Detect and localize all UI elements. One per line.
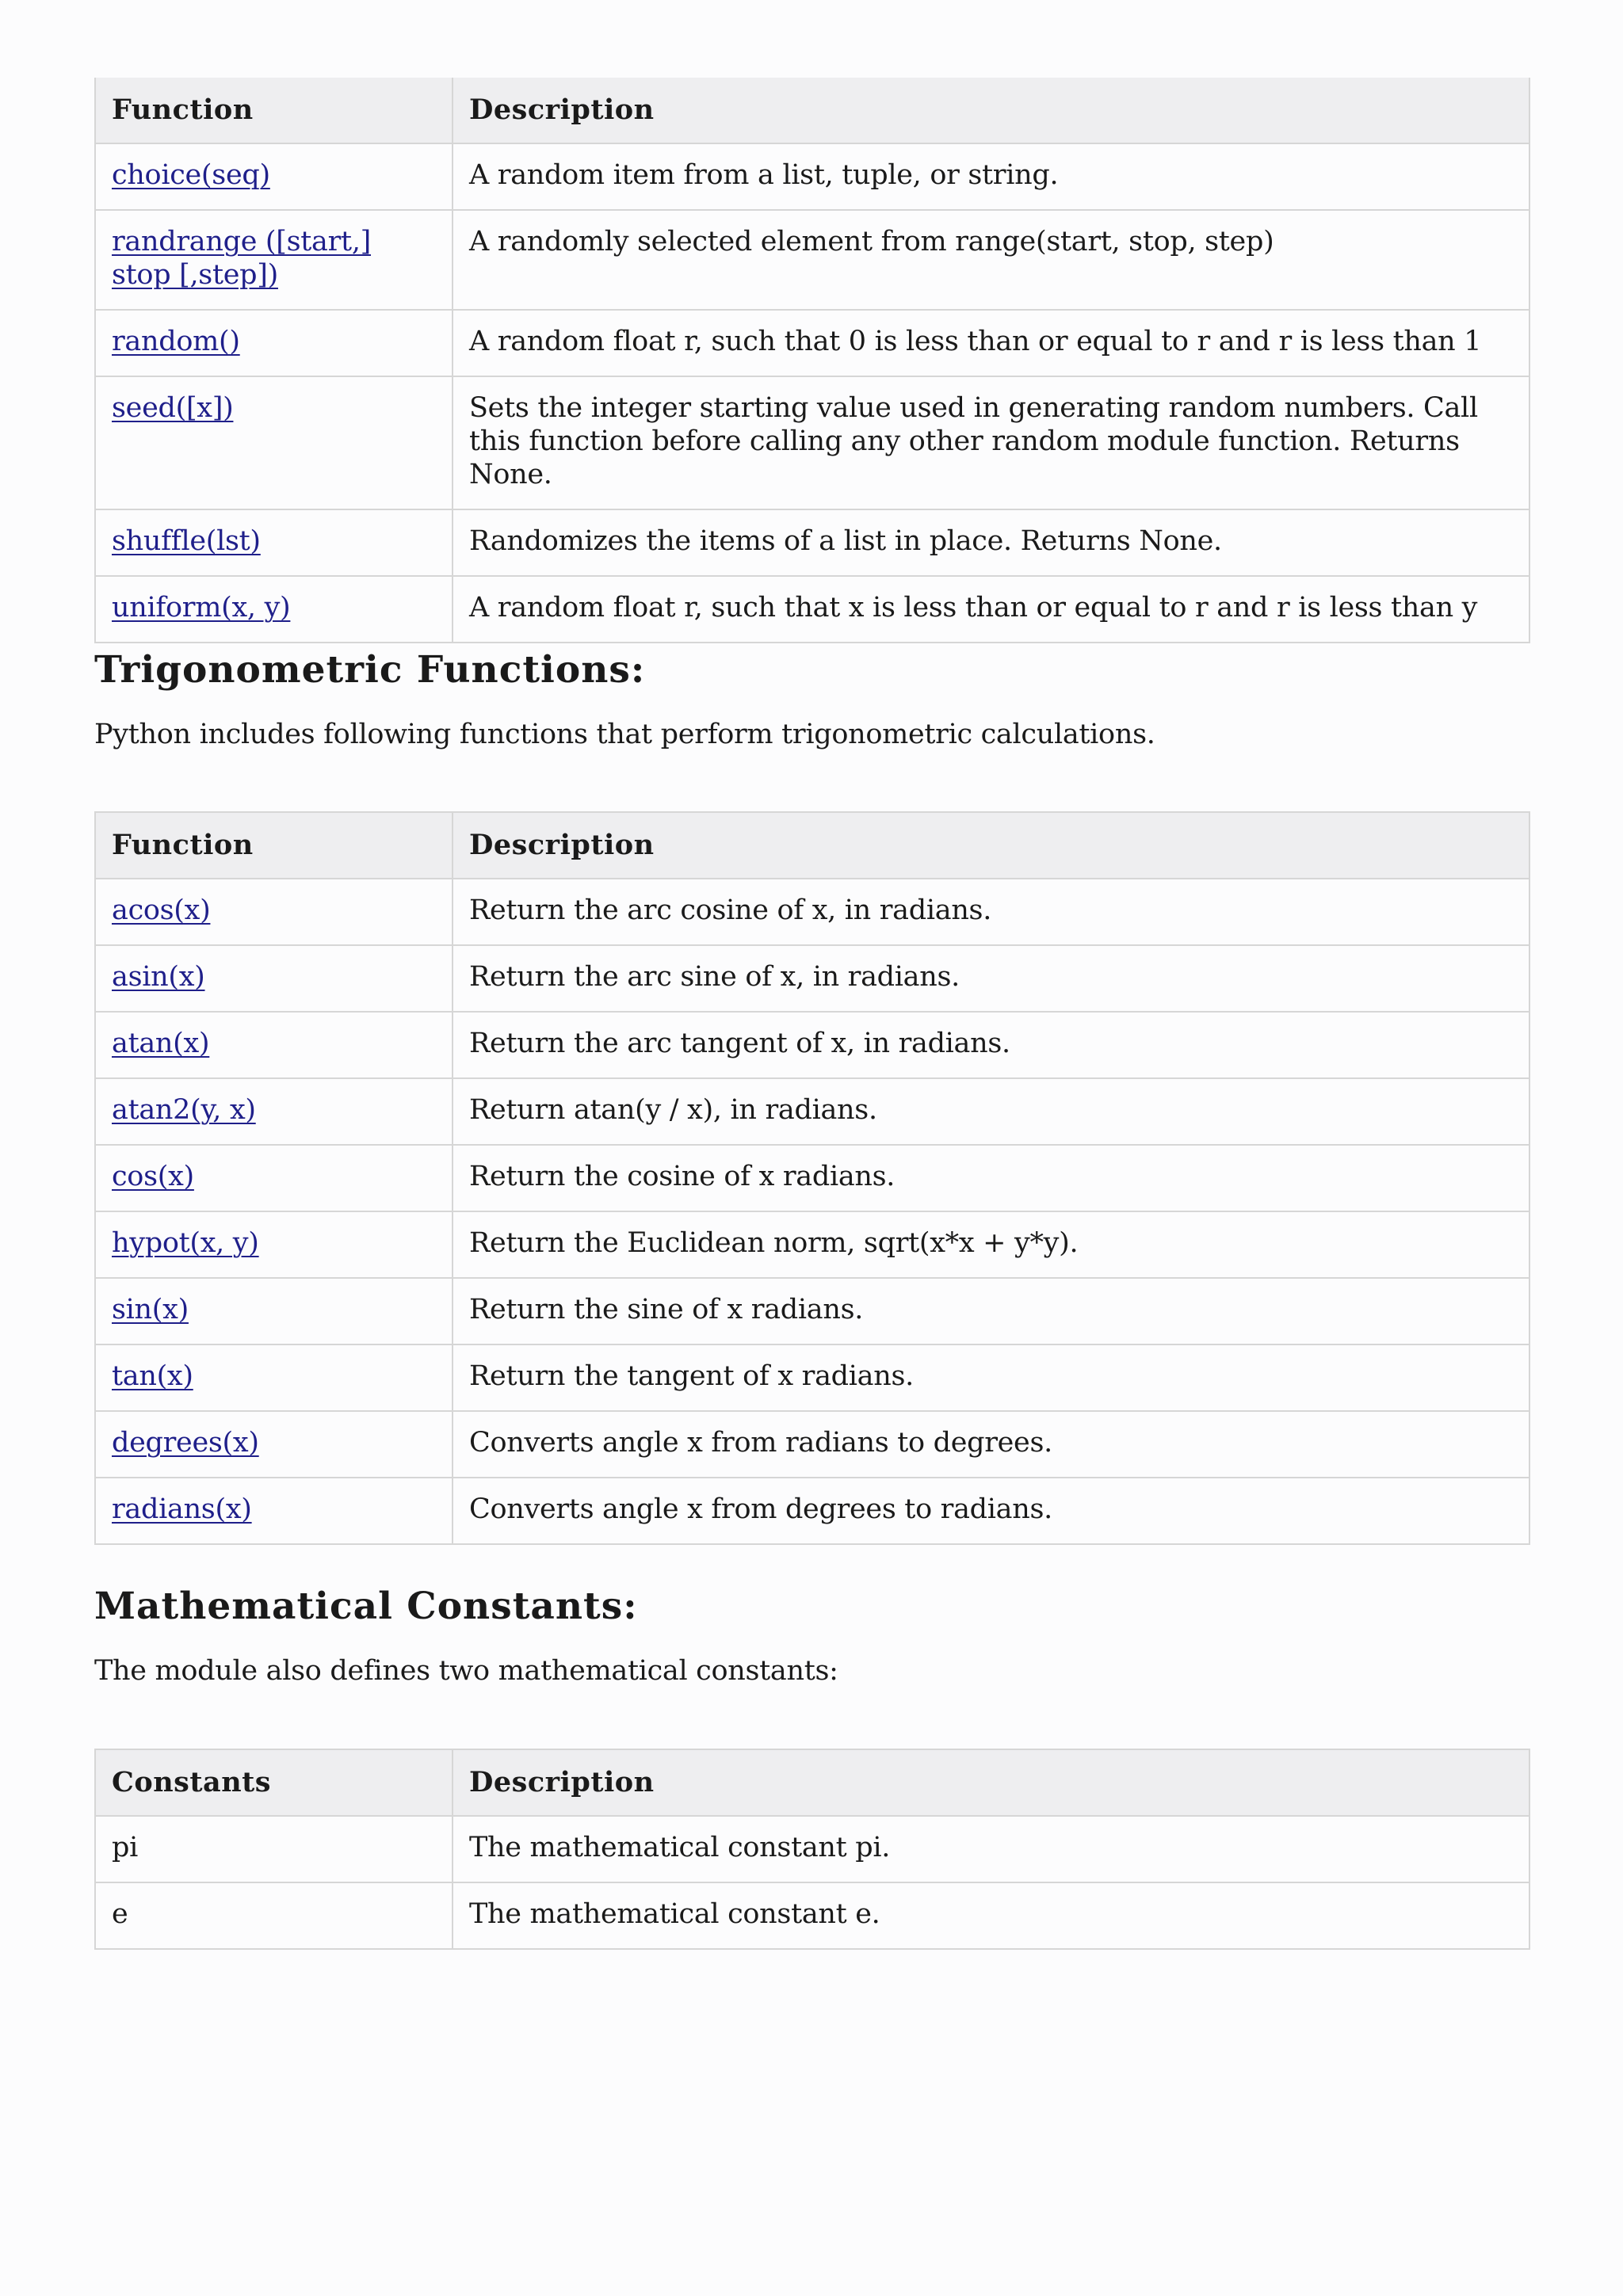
function-link-seed[interactable]: seed([x]) (112, 392, 234, 424)
column-header-function: Function (95, 78, 453, 143)
description-cell: A random float r, such that x is less than or equal to r and r is less than y (453, 576, 1529, 643)
function-cell (95, 1411, 453, 1478)
function-cell (95, 1344, 453, 1411)
section-heading-trigonometric: Trigonometric Functions: (94, 648, 646, 692)
trigonometric-functions-table (94, 811, 1530, 1545)
function-cell (95, 376, 453, 509)
description-cell: Return the arc sine of x, in radians. (453, 945, 1529, 1012)
description-cell: Sets the integer starting value used in generating random numbers. Call this function before calling any other random module function. Returns None. (453, 376, 1529, 509)
function-cell (95, 210, 453, 310)
function-link-uniform[interactable]: uniform(x, y) (112, 592, 291, 624)
table-row (95, 945, 1529, 1012)
column-header-description: Description (453, 812, 1529, 879)
function-link-acos[interactable]: acos(x) (112, 894, 211, 926)
function-cell (95, 576, 453, 643)
description-cell: Randomizes the items of a list in place. Returns None. (453, 509, 1529, 576)
table-row (95, 1478, 1529, 1544)
table-row (95, 210, 1529, 310)
function-link-radians[interactable]: radians(x) (112, 1493, 252, 1525)
description-cell: Return the arc cosine of x, in radians. (453, 879, 1529, 945)
function-link-atan2[interactable]: atan2(y, x) (112, 1094, 256, 1126)
table-row (95, 576, 1529, 643)
constant-cell: e (95, 1882, 453, 1949)
description-cell: The mathematical constant e. (453, 1882, 1529, 1949)
table-row (95, 879, 1529, 945)
column-header-description: Description (453, 78, 1529, 143)
function-link-sin[interactable]: sin(x) (112, 1294, 189, 1325)
table-row (95, 1278, 1529, 1344)
description-cell: A random item from a list, tuple, or string. (453, 143, 1529, 210)
table-header-row (95, 1749, 1529, 1816)
description-cell: The mathematical constant pi. (453, 1816, 1529, 1882)
table-header-row (95, 812, 1529, 879)
function-cell (95, 945, 453, 1012)
function-cell (95, 1012, 453, 1078)
table-row (95, 310, 1529, 376)
function-cell (95, 509, 453, 576)
description-cell: A randomly selected element from range(start, stop, step) (453, 210, 1529, 310)
function-link-degrees[interactable]: degrees(x) (112, 1427, 259, 1459)
table-row (95, 143, 1529, 210)
section-intro-trigonometric: Python includes following functions that perform trigonometric calculations. (94, 719, 1155, 750)
description-cell: Return the sine of x radians. (453, 1278, 1529, 1344)
section-intro-constants: The module also defines two mathematical constants: (94, 1655, 838, 1687)
function-link-hypot[interactable]: hypot(x, y) (112, 1227, 259, 1259)
section-heading-constants: Mathematical Constants: (94, 1585, 638, 1628)
column-header-description: Description (453, 1749, 1529, 1816)
table-row (95, 1411, 1529, 1478)
function-cell (95, 143, 453, 210)
description-cell: Return the cosine of x radians. (453, 1145, 1529, 1211)
table-row (95, 1882, 1529, 1949)
function-cell (95, 1078, 453, 1145)
function-cell (95, 1145, 453, 1211)
table-row (95, 1012, 1529, 1078)
function-cell (95, 1211, 453, 1278)
function-cell (95, 879, 453, 945)
function-link-random[interactable]: random() (112, 326, 240, 357)
table-row (95, 376, 1529, 509)
function-link-cos[interactable]: cos(x) (112, 1161, 194, 1192)
column-header-constants: Constants (95, 1749, 453, 1816)
table-header-row (95, 78, 1529, 143)
random-functions-table (94, 78, 1530, 643)
constant-cell: pi (95, 1816, 453, 1882)
table-row (95, 1078, 1529, 1145)
description-cell: A random float r, such that 0 is less than or equal to r and r is less than 1 (453, 310, 1529, 376)
description-cell: Return the arc tangent of x, in radians. (453, 1012, 1529, 1078)
description-cell: Converts angle x from degrees to radians. (453, 1478, 1529, 1544)
function-link-shuffle[interactable]: shuffle(lst) (112, 525, 261, 557)
column-header-function: Function (95, 812, 453, 879)
table-row (95, 1211, 1529, 1278)
table-row (95, 509, 1529, 576)
description-cell: Return the Euclidean norm, sqrt(x*x + y*y). (453, 1211, 1529, 1278)
function-link-atan[interactable]: atan(x) (112, 1028, 210, 1059)
table-row (95, 1145, 1529, 1211)
function-cell (95, 1278, 453, 1344)
table-row (95, 1344, 1529, 1411)
function-link-tan[interactable]: tan(x) (112, 1360, 193, 1392)
function-cell (95, 1478, 453, 1544)
description-cell: Return the tangent of x radians. (453, 1344, 1529, 1411)
constants-table (94, 1749, 1530, 1950)
function-link-asin[interactable]: asin(x) (112, 961, 205, 993)
function-cell (95, 310, 453, 376)
description-cell: Converts angle x from radians to degrees. (453, 1411, 1529, 1478)
description-cell: Return atan(y / x), in radians. (453, 1078, 1529, 1145)
table-row (95, 1816, 1529, 1882)
function-link-choice[interactable]: choice(seq) (112, 159, 270, 191)
function-link-randrange[interactable]: randrange ([start,] stop [,step]) (112, 226, 372, 291)
